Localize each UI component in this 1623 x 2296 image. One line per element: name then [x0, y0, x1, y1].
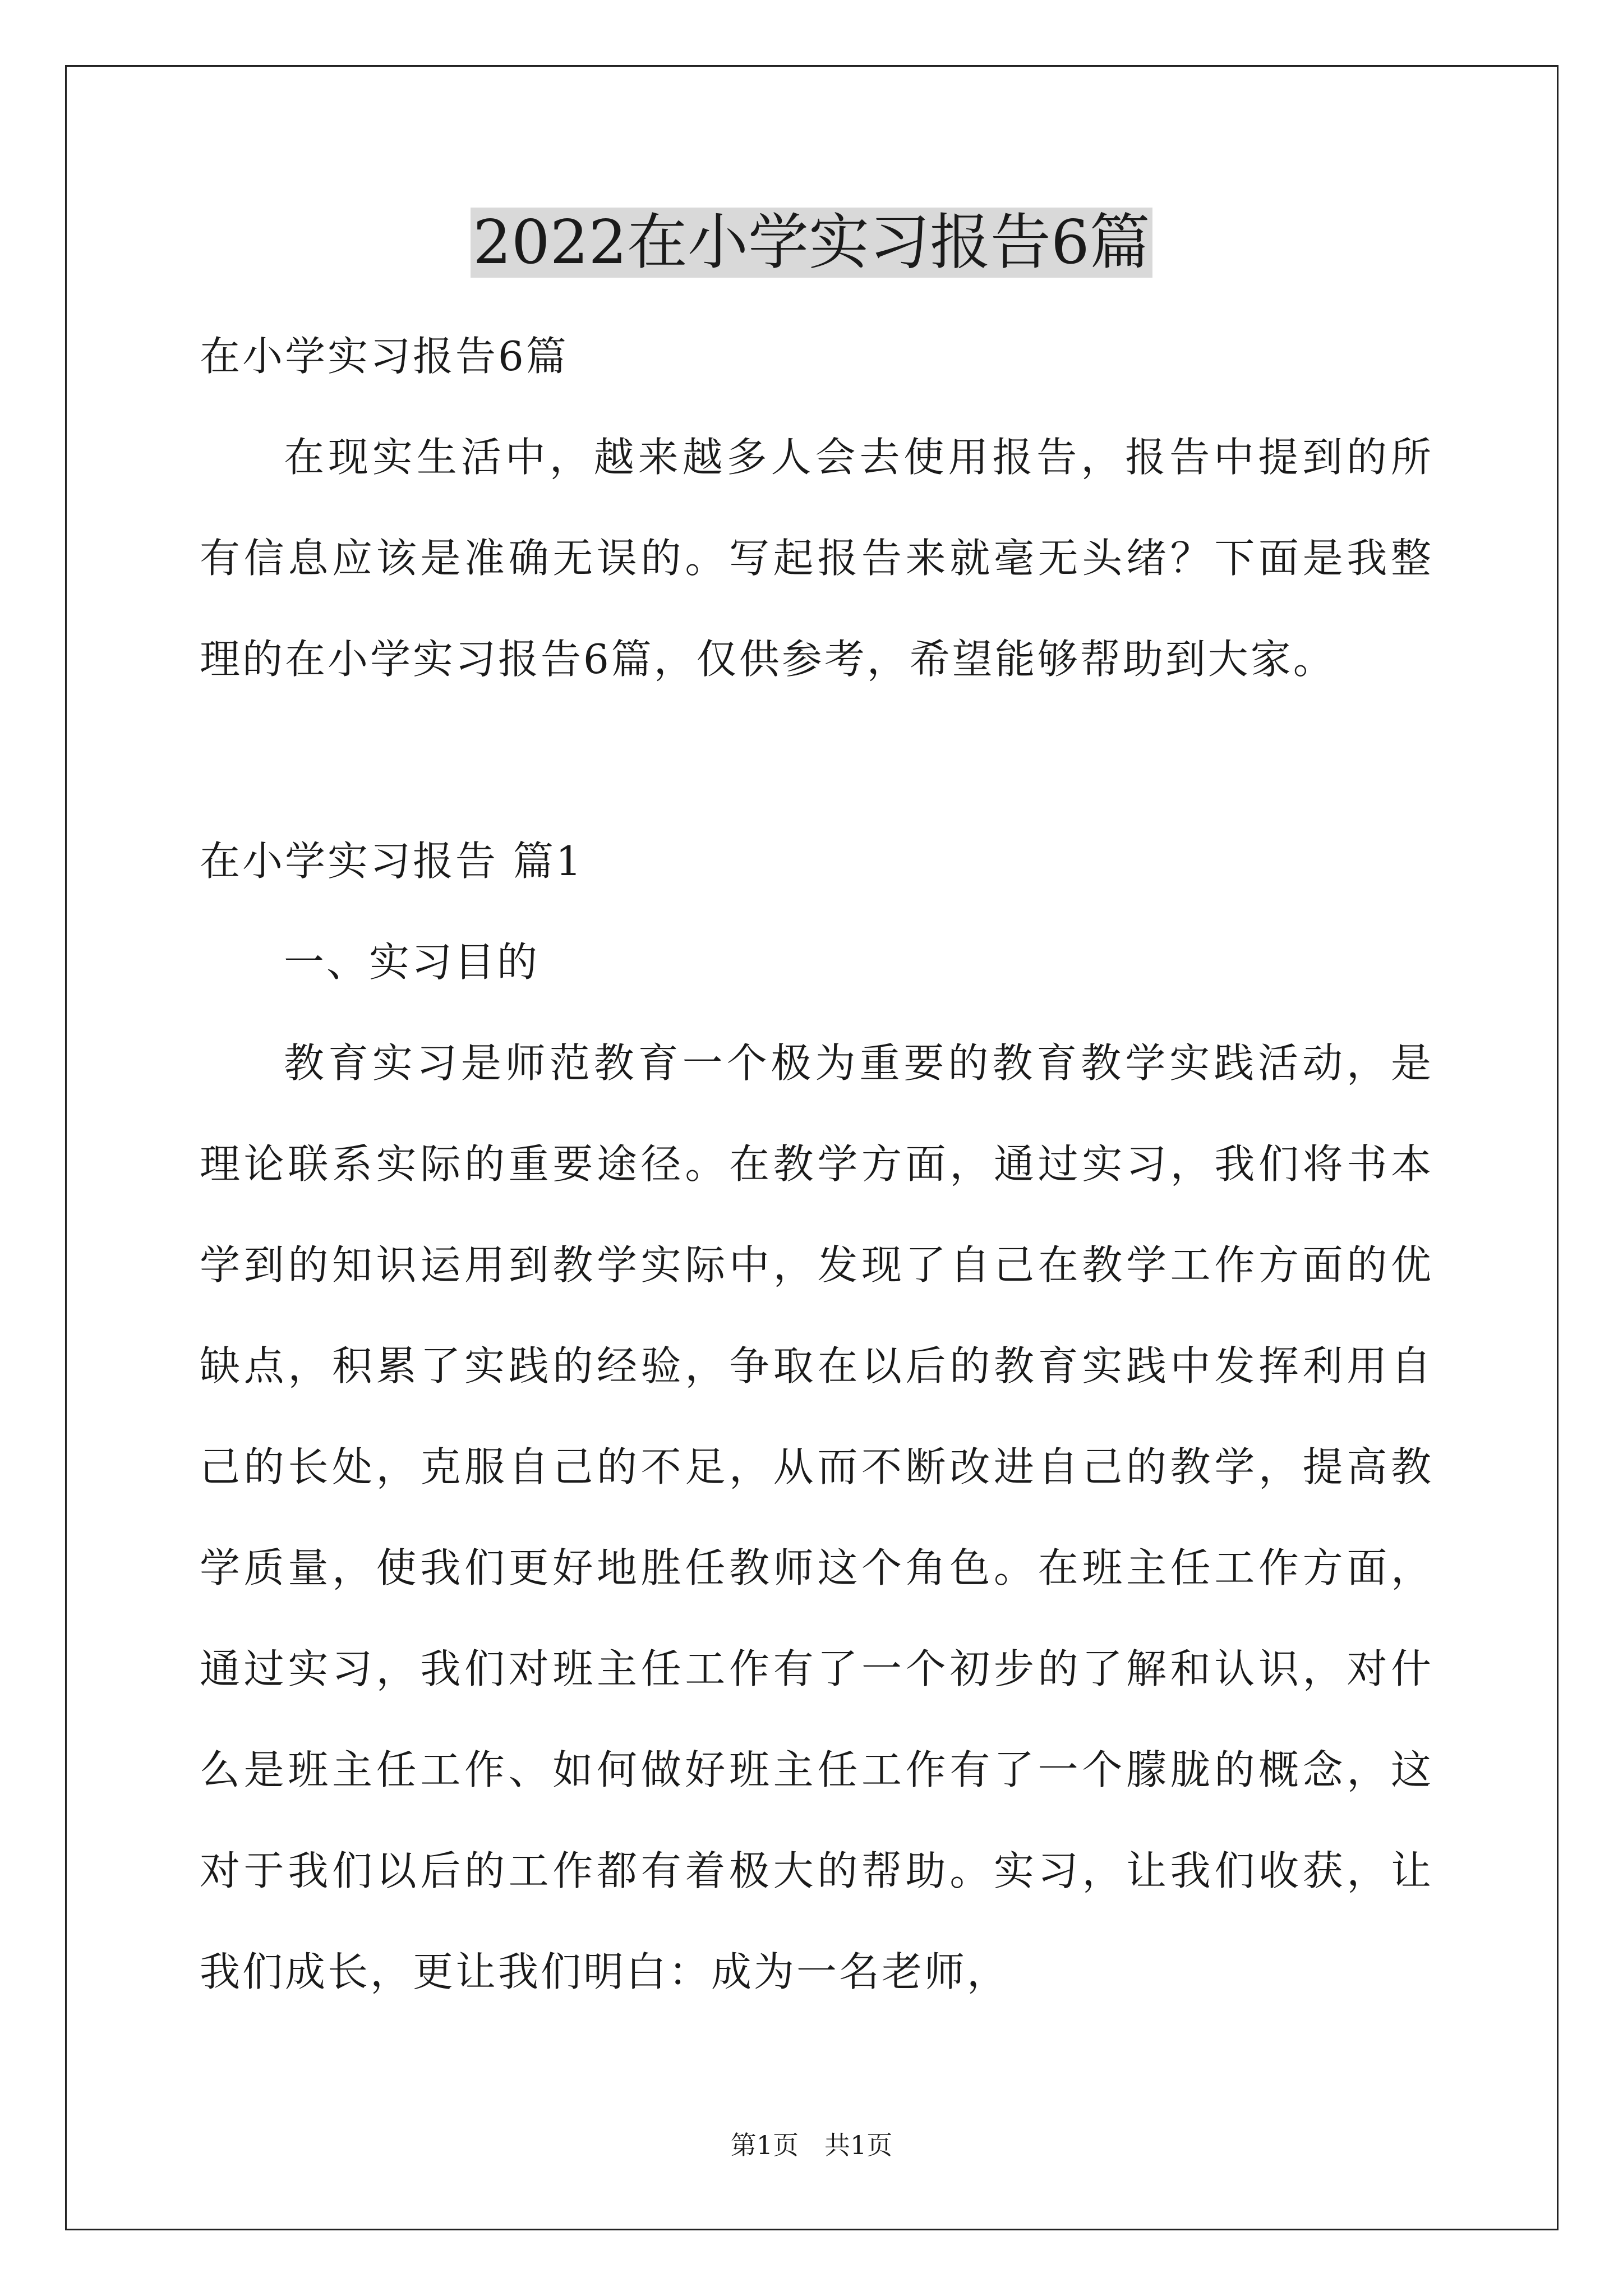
section-heading: 在小学实习报告 篇1 — [200, 838, 584, 885]
document-subtitle: 在小学实习报告6篇 — [200, 333, 569, 380]
section-subheading: 一、实习目的 — [284, 938, 540, 986]
document-title-text: 2022在小学实习报告6篇 — [471, 208, 1152, 278]
section-body-paragraph: 教育实习是师范教育一个极为重要的教育教学实践活动，是理论联系实际的重要途径。在教学方面，通过实习，我们将书本学到的知识运用到教学实际中，发现了自己在教学工作方面的优缺点，积累了实践的经验，争取在以后的教育实践中发挥利用自己的长处，克服自己的不足，从而不断改进自己的教学，提高教学质量，使我们更好地胜任教师这个角色。在班主任工作方面，通过实习，我们对班主任工作有了一个初步的了解和认识，对什么是班主任工作、如何做好班主任工作有了一个朦胧的概念，这对于我们以后的工作都有着极大的帮助。实习，让我们收获，让我们成长，更让我们明白：成为一名老师， — [200, 1039, 1433, 1995]
intro-paragraph: 在现实生活中，越来越多人会去使用报告，报告中提到的所有信息应该是准确无误的。写起报告来就毫无头绪？下面是我整理的在小学实习报告6篇，仅供参考，希望能够帮助到大家。 — [200, 434, 1433, 683]
spacer — [200, 710, 1433, 811]
document-title — [0, 201, 1623, 285]
document-body — [200, 306, 1433, 2022]
page-footer: 第1页 共1页 — [730, 2130, 893, 2160]
